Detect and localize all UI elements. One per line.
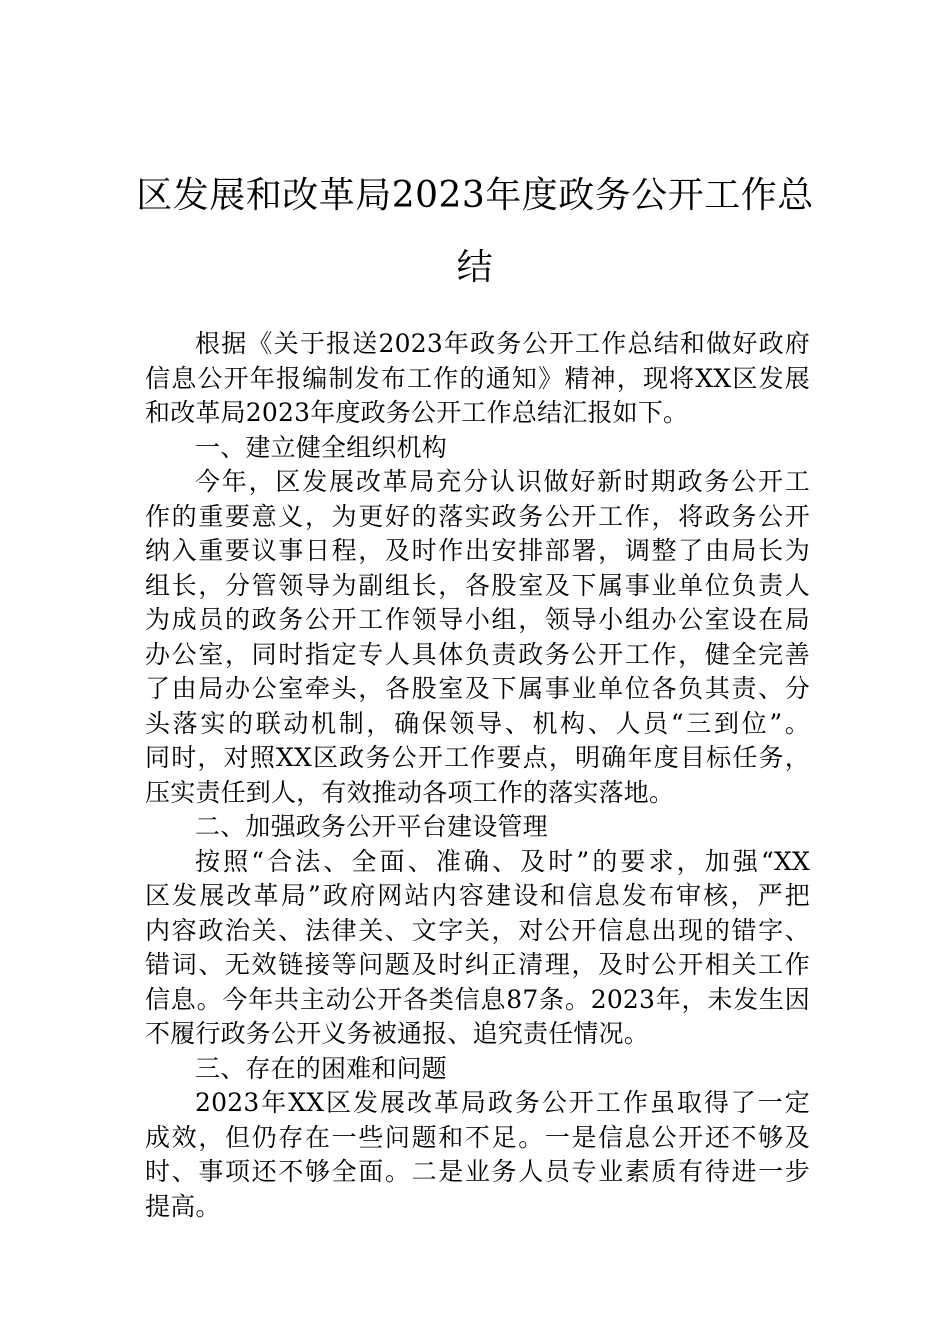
section-heading-3 xyxy=(145,1052,810,1087)
section-heading-2 xyxy=(145,810,810,845)
text-line: 成效，但仍存在一些问题和不足。一是信息公开还不够及 xyxy=(145,1122,810,1152)
section-heading-1 xyxy=(145,431,810,466)
section-3-paragraph xyxy=(145,1086,810,1224)
text-line: 头落实的联动机制，确保领导、机构、人员“三到位”。 xyxy=(145,708,810,738)
text-line: 为成员的政务公开工作领导小组，领导小组办公室设在局 xyxy=(145,605,810,634)
text-line: 压实责任到人，有效推动各项工作的落实落地。 xyxy=(145,777,675,807)
intro-paragraph xyxy=(145,327,810,431)
title-line: 结 xyxy=(456,247,494,288)
text-line: 今年，区发展改革局充分认识做好新时期政务公开工 xyxy=(195,467,810,496)
text-line: 信息。今年共主动公开各类信息87条。2023年，未发生因 xyxy=(145,984,810,1014)
text-line: 了由局办公室牵头，各股室及下属事业单位各负其责、分 xyxy=(145,674,810,703)
text-line: 纳入重要议事日程，及时作出安排部署，调整了由局长为 xyxy=(145,536,810,565)
text-line: 2023年XX区发展改革局政务公开工作虽取得了一定 xyxy=(195,1088,810,1117)
heading-line: 三、存在的困难和问题 xyxy=(195,1053,448,1083)
text-line: 根据《关于报送2023年政务公开工作总结和做好政府 xyxy=(195,329,810,358)
text-line: 错词、无效链接等问题及时纠正清理，及时公开相关工作 xyxy=(145,950,810,979)
text-line: 作的重要意义，为更好的落实政务公开工作，将政务公开 xyxy=(145,501,810,531)
document-body xyxy=(145,327,810,1224)
text-line: 信息公开年报编制发布工作的通知》精神，现将XX区发展 xyxy=(145,363,810,393)
title-line: 区发展和改革局2023年度政务公开工作总 xyxy=(136,175,814,216)
text-line: 办公室，同时指定专人具体负责政务公开工作，健全完善 xyxy=(145,639,810,669)
text-line: 同时，对照XX区政务公开工作要点，明确年度目标任务， xyxy=(145,743,810,772)
section-2-paragraph xyxy=(145,845,810,1052)
section-1-paragraph xyxy=(145,465,810,810)
text-line: 提高。 xyxy=(145,1191,221,1221)
heading-line: 一、建立健全组织机构 xyxy=(195,432,448,462)
text-line: 时、事项还不够全面。二是业务人员专业素质有待进一步 xyxy=(145,1157,810,1186)
text-line: 不履行政务公开义务被通报、追究责任情况。 xyxy=(145,1019,650,1048)
heading-line: 二、加强政务公开平台建设管理 xyxy=(195,812,548,841)
text-line: 内容政治关、法律关、文字关，对公开信息出现的错字、 xyxy=(145,915,810,945)
document-title xyxy=(130,160,820,304)
text-line: 组长，分管领导为副组长，各股室及下属事业单位负责人 xyxy=(145,570,810,600)
text-line: 区发展改革局”政府网站内容建设和信息发布审核，严把 xyxy=(145,881,810,910)
text-line: 按照“合法、全面、准确、及时”的要求，加强“XX xyxy=(195,846,810,876)
text-line: 和改革局2023年度政务公开工作总结汇报如下。 xyxy=(145,398,689,427)
